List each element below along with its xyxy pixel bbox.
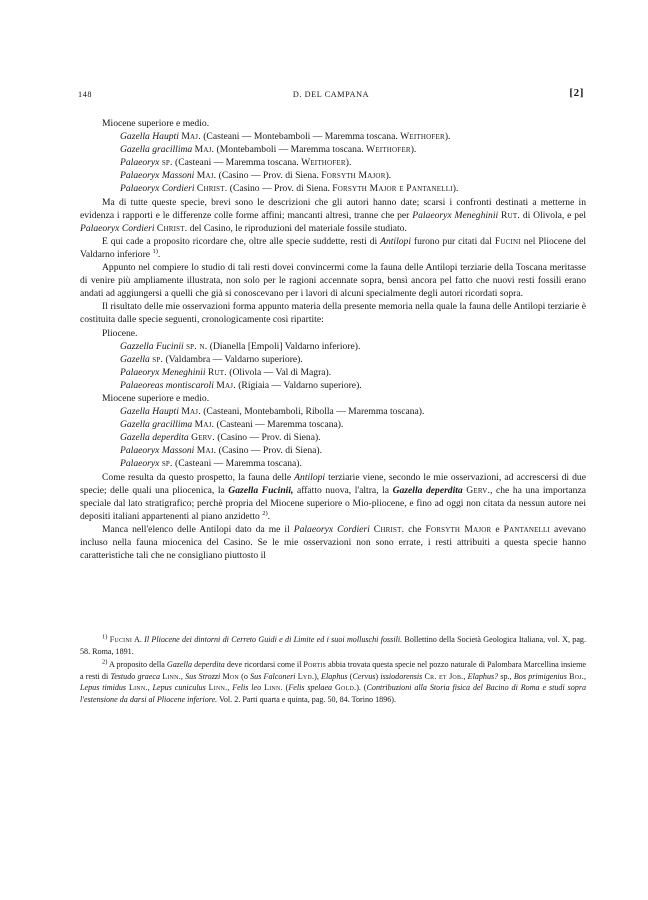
author-abbr: Mon — [222, 671, 239, 681]
text: ( — [347, 671, 353, 681]
species-entry — [80, 418, 586, 431]
locality: (Rigiaia — Valdarno superiore). — [238, 379, 362, 391]
species-name: Bos primigenius — [513, 671, 567, 681]
author-abbr: Maj. — [181, 131, 201, 143]
footnote-number: 2) — [102, 658, 108, 666]
text: , — [583, 671, 586, 681]
locality: (Casino — Prov. di Siena). — [217, 432, 321, 444]
footnote-ref[interactable]: 1) — [152, 247, 158, 255]
text: (o — [238, 671, 251, 681]
text: furono pur citati dal — [411, 235, 495, 247]
text: . — [267, 510, 271, 522]
species-name: Gazella gracillima — [120, 419, 193, 431]
text: che — [404, 523, 426, 535]
author-abbr: Cr. et Job. — [424, 671, 464, 681]
author-abbr: Maj. — [181, 406, 201, 418]
locality: (Montebamboli — Maremma toscana. — [216, 144, 367, 156]
species-name: Palaeoryx Cordieri — [120, 183, 195, 195]
text: deve ricordarsi come il — [224, 660, 304, 670]
locality: (Casteani — Maremma toscana. — [175, 157, 302, 169]
text: E qui cade a proposito ricordare che, oltre alle specie suddette, resti di — [102, 235, 381, 247]
species-name: Gazella deperdita — [392, 484, 463, 496]
species-name: Palaeoryx Massoni — [120, 445, 195, 457]
species-name: Sus Falconeri — [250, 671, 296, 681]
text: . — [157, 248, 161, 260]
locality: (Casteani — Maremma toscana). — [216, 419, 344, 431]
locality: (Casino — Prov. di Siena). — [218, 445, 322, 457]
text: del Casino, le riproduzioni del materiale fossile studiato. — [187, 222, 407, 234]
species-entry — [80, 143, 586, 156]
species-name: Elaphus? — [467, 671, 499, 681]
author-abbr: sp. — [161, 157, 173, 169]
footnote-1 — [80, 634, 586, 657]
text: avevano incluso nella fauna miocenica del Casino. Se le mie osservazioni non sono errate, i resti attribuiti a questa specie hanno caratteristiche tali che ne consigliano piuttosto il — [80, 523, 586, 562]
species-entry — [80, 379, 586, 392]
main-text — [80, 117, 586, 562]
closing: ). — [410, 144, 417, 156]
author-abbr: Gerv. — [466, 484, 491, 496]
text: , — [227, 683, 233, 693]
text: sp., — [498, 671, 514, 681]
page-number: 148 — [78, 90, 93, 99]
species-name: Gazella gracillima — [120, 144, 193, 156]
text: A. — [132, 635, 145, 644]
locality: (Casino — Prov. di Siena. — [229, 183, 333, 195]
locality: (Dianella [Empoli] Valdarno inferiore). — [209, 340, 361, 352]
author-abbr: Maj. — [196, 445, 217, 457]
species-name: Gazella Haupti — [120, 131, 179, 143]
running-header — [78, 88, 584, 102]
species-name: Sus Strozzi — [185, 671, 221, 681]
author-abbr: sp. — [161, 458, 173, 470]
author-abbr: Boj. — [569, 671, 584, 681]
taxon-name: Antilopi — [294, 471, 326, 483]
species-name: Palaeoryx Meneghinii — [412, 209, 499, 221]
species-name: Palaeoryx Cordieri — [80, 222, 155, 234]
species-entry — [80, 340, 586, 353]
reference-author: Forsyth Major e Pantanelli — [332, 183, 453, 195]
text: Come resulta da questo prospetto, la fauna delle — [102, 471, 295, 483]
species-name: Palaeoryx Meneghinii — [120, 366, 206, 378]
text: ( — [282, 683, 289, 693]
reference-author: Weithofer — [366, 144, 411, 156]
text: affatto nuova, l'altra, la — [293, 484, 393, 496]
text: , — [147, 683, 153, 693]
species-name: Palaeoryx Cordieri — [293, 523, 370, 535]
species-entry — [80, 444, 586, 457]
paragraph: Il risultato delle mie osservazioni forma appunto materia della presente memoria nella quale la fauna delle Antilopi terziarie è costituita dalle specie seguenti, cronologicamente così ripartite: — [80, 301, 586, 326]
species-name: Gazella deperdita — [166, 660, 225, 670]
paragraph — [80, 523, 586, 562]
species-name: Lepus cuniculus — [152, 683, 206, 693]
author-abbr: Gerv. — [191, 432, 215, 444]
footnote-number: 1) — [102, 633, 108, 641]
author-name: Pantanelli — [503, 523, 551, 535]
locality: (Valdambra — Valdarno superiore). — [165, 353, 303, 365]
species-list-pliocene — [80, 340, 586, 392]
text: A proposito della — [109, 660, 167, 670]
species-name: Cervus — [352, 671, 376, 681]
reference-author: Weithofer — [400, 131, 445, 143]
running-title: D. DEL CAMPANA — [292, 90, 370, 99]
species-name: Gazzella Fucinii — [120, 340, 184, 352]
text: , che ha una importanza speciale dal lato stratigrafico; perchè propria del Miocene superiore o Mio-pliocene, e fino ad oggi non citata da nessun autore nei depositi italiani appartenenti al piano anzidetto — [80, 484, 586, 522]
text: ) — [375, 671, 381, 681]
author-abbr: Linn. — [208, 683, 228, 693]
section-heading: Miocene superiore e medio. — [102, 118, 210, 129]
locality: (Casteani, Montebamboli, Ribolla — Maremma toscana). — [203, 406, 425, 418]
species-name: Elaphus — [321, 671, 348, 681]
text: Ma di tutte queste specie, brevi sono le descrizioni che gli autori hanno date; scarsi i confronti destinati a metterne in evidenza i rapporti e le differenze colle forme affini; mancanti altresì, tranne che per — [80, 196, 586, 221]
text: ), — [314, 671, 322, 681]
species-name: Gazella — [120, 353, 150, 365]
closing: ). — [444, 131, 451, 143]
locality: (Casino — Prov. di Siena. — [218, 170, 322, 182]
footnotes — [80, 634, 586, 706]
author-name: Forsyth Major — [425, 523, 492, 535]
species-name: Felis spelaea — [288, 683, 333, 693]
author-abbr: Maj. — [194, 419, 215, 431]
author-abbr: Maj. — [216, 379, 236, 391]
reference-author: Weithofer — [301, 157, 346, 169]
species-list-miocene-previous — [80, 130, 586, 195]
closing: ). — [385, 170, 392, 182]
section-heading: Pliocene. — [102, 327, 138, 339]
species-entry — [80, 457, 586, 470]
species-entry — [80, 353, 586, 366]
locality: (Casteani — Maremma toscana). — [175, 458, 302, 470]
author-name: Portis — [303, 660, 327, 670]
species-name: Palaeoryx Massoni — [120, 170, 195, 182]
species-name: Palaeoreas montiscaroli — [120, 379, 214, 391]
species-name: Gazella Fucinii, — [228, 484, 294, 496]
species-name: Felis leo — [232, 683, 262, 693]
text: terziarie viene, secondo le mie osservazioni, ad accrescersi di due specie; delle quali una pliocenica, la — [80, 471, 586, 496]
text: e — [491, 523, 504, 535]
species-name: Lepus timidus — [80, 683, 127, 693]
citation-title: Il Pliocene dei dintorni di Cerreto Guidi e di Limite ed i suoi molluschi fossili. — [144, 635, 403, 644]
species-name: Gazella Haupti — [120, 406, 179, 418]
locality: (Casteani — Montebamboli — Maremma toscana. — [203, 131, 401, 143]
text: di Olivola, e pel — [519, 209, 586, 221]
species-name: Testudo graeca — [110, 671, 161, 681]
author-abbr: Linn. — [128, 683, 148, 693]
species-entry — [80, 169, 586, 182]
text: nel Pliocene del Valdarno inferiore — [80, 235, 586, 260]
author-abbr: Rut. — [207, 366, 227, 378]
author-abbr: Christ. — [156, 222, 188, 234]
species-entry — [80, 405, 586, 418]
author-abbr: Christ. — [196, 183, 228, 195]
footnote-ref[interactable]: 2) — [262, 509, 268, 517]
reference-author: Forsyth Major — [321, 170, 386, 182]
species-entry — [80, 182, 586, 195]
species-entry — [80, 431, 586, 444]
author-abbr: Christ. — [373, 523, 405, 535]
citation-title: Contribuzioni alla Storia fisica del Bacino di Roma e studi sopra l'estensione da darsi al Pliocene inferiore. — [80, 683, 587, 704]
author-abbr: sp. n. — [186, 340, 208, 352]
species-entry — [80, 366, 586, 379]
author-abbr: sp. — [152, 353, 164, 365]
species-entry — [80, 156, 586, 169]
species-name: issiodorensis — [380, 671, 423, 681]
text: , — [180, 671, 186, 681]
species-name: Gazella deperdita — [120, 432, 189, 444]
taxon-name: Antilopi — [380, 235, 411, 247]
paragraph — [80, 196, 586, 235]
species-entry — [80, 130, 586, 143]
text: Vol. 2. Parti quarta e quinta, pag. 50, 84. Torino 1896). — [217, 694, 397, 704]
author-abbr: Gold. — [335, 683, 357, 693]
species-name: Palaeoryx — [120, 157, 160, 169]
paragraph — [80, 235, 586, 261]
author-abbr: Linn. — [264, 683, 283, 693]
paragraph — [80, 471, 586, 523]
paragraph: Appunto nel compiere lo studio di tali resti dovei convincermi come la fauna delle Antilopi terziarie della Toscana meritasse di venire più ampliamente illustrata, non solo per le ragioni accennate sopra, bensì ancora pel fatto che nuovi resti fossili erano andati ad aggiungersi a quelli che già si conoscevano per i lavori di alcuni specialmente degli autori ricordati sopra. — [80, 262, 586, 300]
footnote-2 — [80, 659, 586, 705]
author-abbr: Lyd. — [297, 671, 315, 681]
author-abbr: Maj. — [196, 170, 217, 182]
author-name: Fucini — [494, 235, 521, 247]
author-abbr: Rut. — [501, 209, 520, 221]
text: , — [463, 671, 468, 681]
section-heading: Miocene superiore e medio. — [102, 392, 210, 404]
text: Bollettino della Società Geologica Italiana, vol. X, pag. 58. Roma, 1891. — [80, 635, 586, 656]
text: Manca nell'elenco delle Antilopi dato da me il — [102, 523, 294, 535]
species-name: Palaeoryx — [120, 458, 160, 470]
author-abbr: Linn. — [162, 671, 181, 681]
author-name: Fucini — [109, 635, 133, 644]
author-abbr: Maj. — [194, 144, 215, 156]
species-list-miocene — [80, 405, 586, 470]
closing: ). — [345, 157, 352, 169]
text: abbia trovata questa specie nel pozzo naturale di Palombara Marcellina insieme a resti di — [80, 660, 586, 681]
section-marker: [2] — [569, 87, 584, 99]
text: ). ( — [356, 683, 367, 693]
closing: ). — [452, 183, 459, 195]
locality: (Olivola — Val di Magra). — [229, 366, 332, 378]
